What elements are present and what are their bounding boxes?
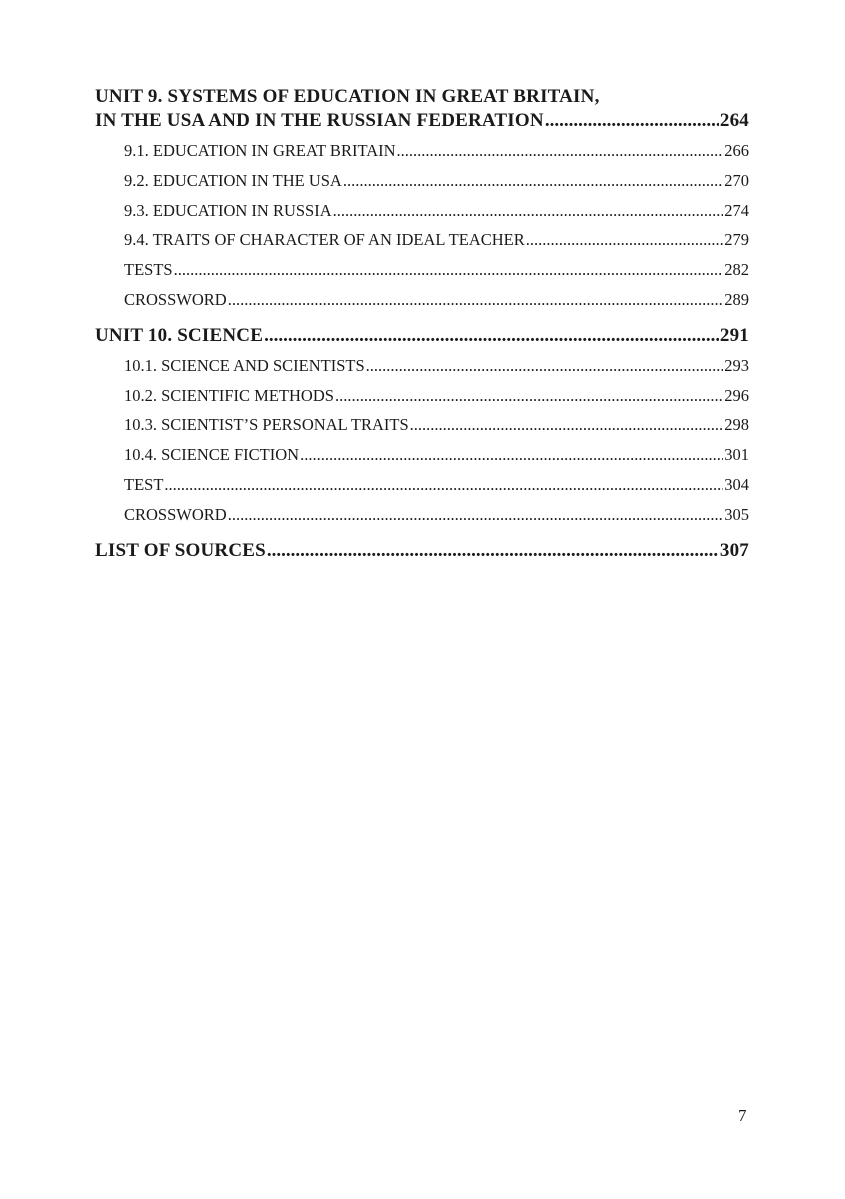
toc-list-of-sources-text: LIST OF SOURCES: [95, 539, 266, 561]
dot-leader: [267, 540, 719, 562]
toc-entry-page: 298: [724, 415, 749, 435]
dot-leader: [300, 440, 723, 470]
toc-entry: [95, 285, 749, 315]
dot-leader: [264, 325, 719, 347]
toc-entry-label: 10.1. SCIENCE AND SCIENTISTS: [124, 355, 365, 375]
toc-unit-10-title-text: UNIT 10. SCIENCE: [95, 324, 264, 346]
dot-leader: [333, 196, 724, 226]
toc-entry: [95, 440, 749, 470]
toc-entry: [95, 166, 749, 196]
toc-unit-9-entries: [95, 136, 749, 315]
toc-entry: [95, 500, 749, 530]
toc-unit-9-title-line-2: [95, 110, 749, 132]
dot-leader: [410, 410, 724, 440]
toc-entry-label: TESTS: [124, 260, 173, 280]
toc-list-of-sources-page: 307: [719, 539, 749, 561]
toc-unit-10-entries: [95, 351, 749, 530]
toc-entry-label: 10.3. SCIENTIST’S PERSONAL TRAITS: [124, 415, 409, 435]
dot-leader: [164, 470, 723, 500]
toc-entry-label: 9.2. EDUCATION IN THE USA: [124, 170, 342, 190]
dot-leader: [366, 351, 724, 381]
toc-entry-page: 305: [724, 504, 749, 524]
toc-entry: [95, 381, 749, 411]
toc-entry-page: 274: [724, 200, 749, 220]
toc-entry-label: 9.1. EDUCATION IN GREAT BRITAIN: [124, 141, 396, 160]
toc-entry: [95, 470, 749, 500]
toc-entry: [95, 196, 749, 226]
toc-unit-10-page: 291: [719, 324, 749, 346]
toc-entry-page: 293: [724, 355, 749, 375]
toc-unit-10-title: [95, 325, 749, 347]
dot-leader: [228, 500, 724, 530]
toc-entry-label: 9.4. TRAITS OF CHARACTER OF AN IDEAL TEACHER: [124, 230, 525, 250]
toc-entry: [95, 225, 749, 255]
toc-entry-label: 10.2. SCIENTIFIC METHODS: [124, 385, 334, 405]
toc-unit-9-page: 264: [719, 110, 749, 131]
dot-leader: [343, 166, 723, 196]
toc-entry-page: 296: [724, 385, 749, 405]
toc-list-of-sources-title: [95, 540, 749, 562]
toc-entry-label: CROSSWORD: [124, 504, 227, 524]
dot-leader: [335, 381, 723, 411]
dot-leader: [228, 285, 724, 315]
toc-unit-10: [95, 325, 749, 530]
toc-entry-page: 266: [724, 141, 749, 160]
toc-entry-page: 304: [724, 474, 749, 494]
toc-entry: [95, 136, 749, 166]
toc-entry: [95, 351, 749, 381]
toc-entry-page: 279: [724, 230, 749, 250]
toc-unit-9-title-line-1: UNIT 9. SYSTEMS OF EDUCATION IN GREAT BRITAIN,: [95, 86, 600, 107]
dot-leader: [397, 136, 724, 166]
toc-entry-label: TEST: [124, 474, 164, 494]
toc-entry-page: 301: [724, 445, 749, 465]
dot-leader: [174, 255, 724, 285]
dot-leader: [526, 225, 723, 255]
toc-entry: [95, 255, 749, 285]
toc-entry-label: 9.3. EDUCATION IN RUSSIA: [124, 200, 332, 220]
toc-entry-page: 289: [724, 289, 749, 309]
page-number: 7: [738, 1106, 747, 1125]
toc-unit-9-title-line-2-text: IN THE USA AND IN THE RUSSIAN FEDERATION: [95, 110, 544, 131]
toc-entry-page: 270: [724, 170, 749, 190]
toc-entry-label: CROSSWORD: [124, 289, 227, 309]
toc-entry: [95, 410, 749, 440]
toc-list-of-sources: [95, 540, 749, 562]
dot-leader: [545, 110, 719, 132]
toc-entry-label: 10.4. SCIENCE FICTION: [124, 445, 300, 465]
table-of-contents: [95, 84, 749, 562]
toc-unit-9: [95, 84, 749, 315]
toc-entry-page: 282: [724, 260, 749, 280]
